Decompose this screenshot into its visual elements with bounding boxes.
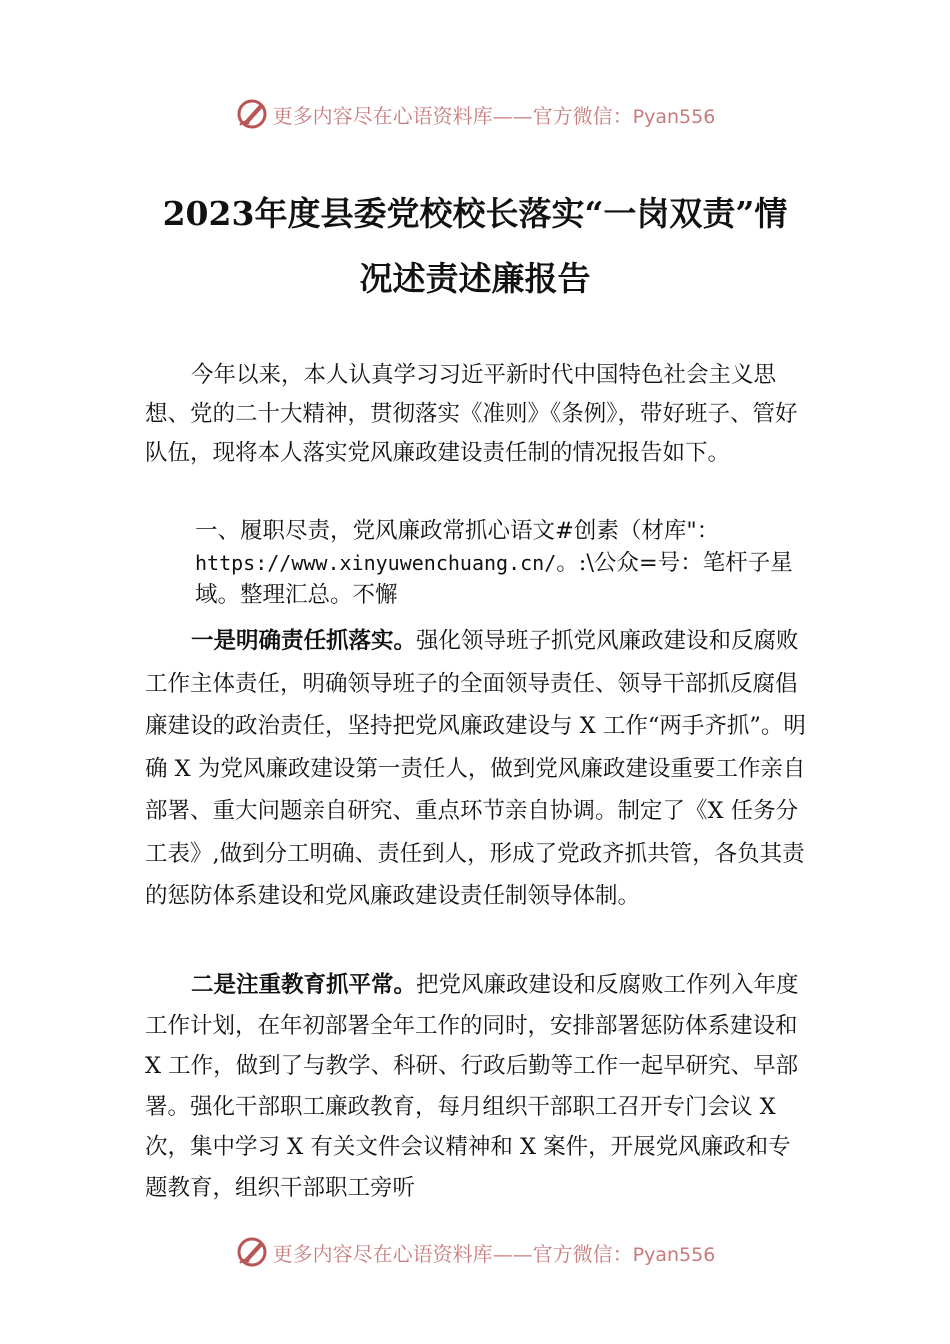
banner-text: 更多内容尽在心语资料库 <box>272 103 493 128</box>
document-title-line1: 2023年度县委党校校长落实“一岗双责”情 <box>162 194 788 233</box>
header-banner <box>0 94 950 134</box>
banner-wechat-id: Pyan556 <box>632 1243 716 1266</box>
paragraph-1 <box>145 620 810 918</box>
section-heading-text: 一、履职尽责，党风廉政常抓心语文#创素（材库"： <box>195 518 720 544</box>
paragraph-1-body: 强化领导班子抓党风廉政建设和反腐败工作主体责任，明确领导班子的全面领导责任、领导干部抓反腐倡廉建设的政治责任，坚持把党风廉政建设与 X 工作“两手齐抓”。明确 X 为党风廉政建设第一责任人，做到党风廉政建设重要工作亲自部署、重大问题亲自研究、重点环节亲自协调。制定了《X 任务分工表》,做到分工明确、责任到人，形成了党政齐抓共管，各负其责的惩防体系建设和党风廉政建设责任制领导体制。 <box>145 628 806 909</box>
banner-separator: —— <box>492 103 533 128</box>
section-heading <box>195 515 835 611</box>
banner-separator: —— <box>492 1241 533 1266</box>
banner-text: 更多内容尽在心语资料库 <box>272 1241 493 1266</box>
banner-wechat-label: 官方微信： <box>532 103 633 128</box>
document-title-line2: 况述责述廉报告 <box>359 259 591 298</box>
paragraph-2-body: 把党风廉政建设和反腐败工作列入年度工作计划，在年初部署全年工作的同时，安排部署惩防体系建设和 X 工作，做到了与教学、科研、行政后勤等工作一起早研究、早部署。强化干部职工廉政教育，每月组织干部职工召开专门会议 X 次，集中学习 X 有关文件会议精神和 X 案件，开展党风廉政和专题教育，组织干部职工旁听 <box>145 972 799 1201</box>
intro-paragraph: 今年以来，本人认真学习习近平新时代中国特色社会主义思想、党的二十大精神，贯彻落实《准则》《条例》，带好班子、管好队伍，现将本人落实党风廉政建设责任制的情况报告如下。 <box>145 362 798 466</box>
pen-circle-icon <box>235 1235 269 1269</box>
banner-wechat-id: Pyan556 <box>632 105 716 128</box>
section-heading-tail: 。:\公众=号：笔杆子星域。整理汇总。不懈 <box>195 550 793 608</box>
paragraph-2-lead: 二是注重教育抓平常。 <box>191 972 417 998</box>
section-url: https://www.xinyuwenchuang.cn/ <box>195 551 557 575</box>
paragraph-2 <box>145 965 810 1208</box>
footer-banner <box>0 1232 950 1272</box>
paragraph-1-lead: 一是明确责任抓落实。 <box>191 628 417 654</box>
banner-wechat-label: 官方微信： <box>532 1241 633 1266</box>
pen-circle-icon <box>235 97 269 131</box>
